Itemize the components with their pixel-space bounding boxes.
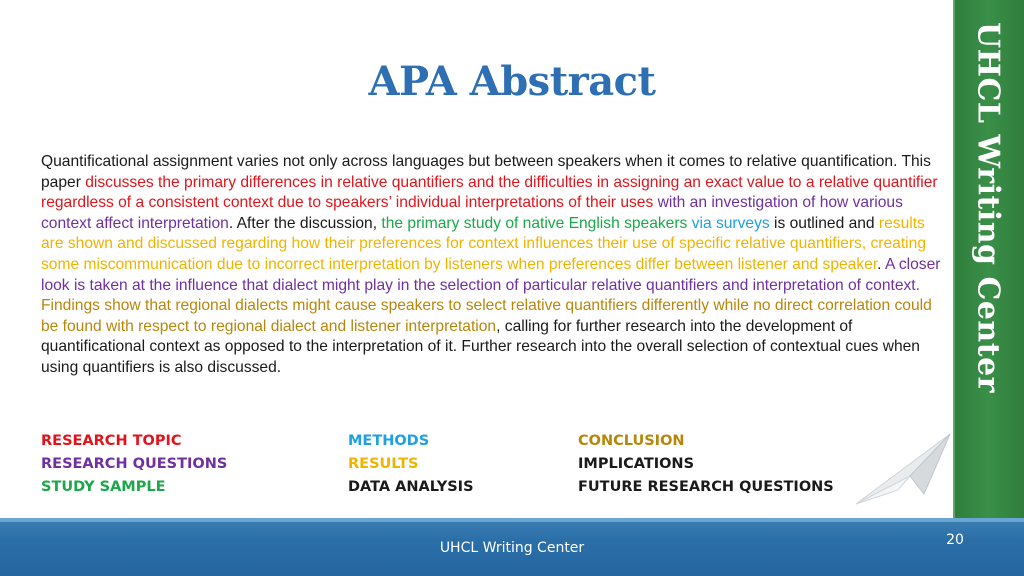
abstract-segment-future-research: , calling for further research into the development of quantificational context as opposed to the interpretation of it. Further research into the overall selection of contextual cues when using quantifiers is also discussed. <box>41 317 920 376</box>
legend-conclusion: CONCLUSION <box>578 433 685 449</box>
legend-column-1 <box>41 430 227 499</box>
abstract-segment-period: . <box>877 255 885 273</box>
side-banner-text: UHCL Writing Center <box>970 22 1006 393</box>
paper-plane-icon <box>850 424 954 508</box>
abstract-segment-period-2: . <box>915 276 920 294</box>
legend-data-analysis: DATA ANALYSIS <box>348 479 474 495</box>
legend-methods: METHODS <box>348 433 430 449</box>
legend-results: RESULTS <box>348 456 419 472</box>
abstract-segment-transition: . After the discussion, <box>228 214 382 232</box>
abstract-segment-research-topic: discusses the primary differences in relative quantifiers and the difficulties in assigning an exact value to a relative quantifier regardless of a consistent context due to speakers’ individual interpretations of their uses <box>41 173 938 212</box>
abstract-segment-research-questions-2: A closer look is taken at the influence that dialect might play in the selection of particular relative quantifiers and interpretation of context <box>41 255 941 294</box>
abstract-segment-transition-2: is outlined and <box>769 214 879 232</box>
abstract-segment-study-sample: the primary study of native English speakers <box>381 214 688 232</box>
abstract-paragraph <box>41 152 943 379</box>
legend-future-research-questions: FUTURE RESEARCH QUESTIONS <box>578 479 834 495</box>
abstract-segment-research-questions: with an investigation of how various context affect interpretation <box>41 194 903 232</box>
footer-label: UHCL Writing Center <box>439 540 585 556</box>
page-number: 20 <box>946 532 964 548</box>
page-title: APA Abstract <box>368 58 656 105</box>
abstract-segment-methods: via surveys <box>687 214 770 232</box>
abstract-segment-conclusion: Findings show that regional dialects might cause speakers to select relative quantifiers differently while no direct correlation could be found with respect to regional dialect and listener interpretation <box>41 297 932 335</box>
legend-study-sample: STUDY SAMPLE <box>41 479 166 495</box>
abstract-segment-context: Quantificational assignment varies not only across languages but between speakers when it comes to relative quantification. This paper <box>41 153 931 191</box>
legend-column-3 <box>578 430 834 499</box>
legend-research-questions: RESEARCH QUESTIONS <box>41 456 228 472</box>
abstract-segment-results: results are shown and discussed regarding how their preferences for context influences their use of specific relative quantifiers, creating some miscommunication due to incorrect interpretation by listeners when preferences differ between listener and speaker <box>41 214 926 273</box>
legend-column-2 <box>348 430 474 499</box>
legend-implications: IMPLICATIONS <box>578 456 695 472</box>
legend-research-topic: RESEARCH TOPIC <box>41 433 182 449</box>
